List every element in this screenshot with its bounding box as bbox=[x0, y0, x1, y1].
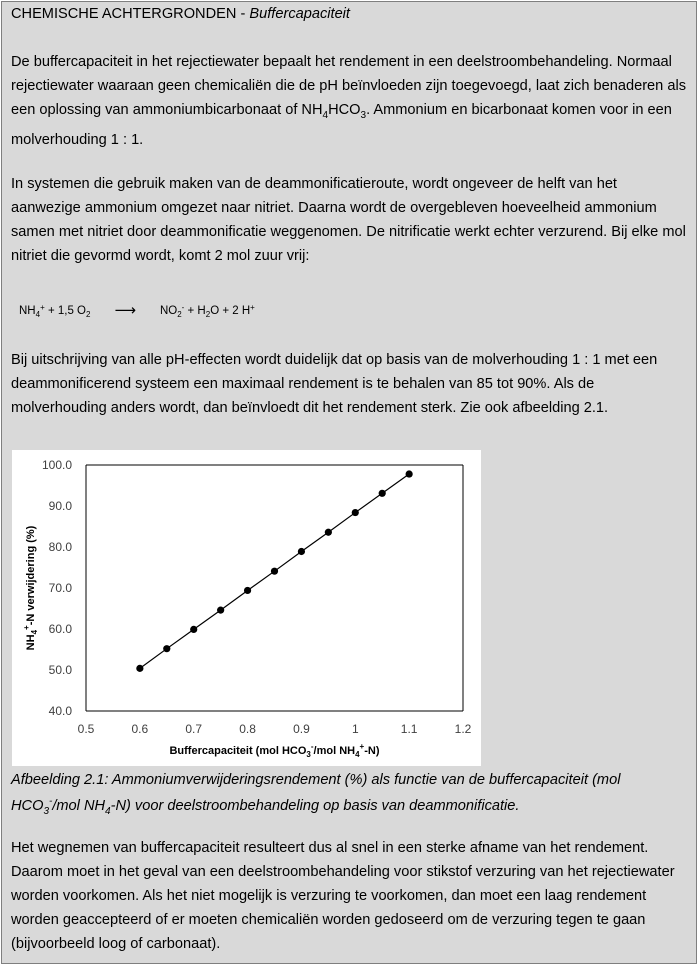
x-tick-label: 0.9 bbox=[293, 722, 310, 736]
y-label-part-b: -N verwijdering (%) bbox=[25, 525, 37, 626]
eq-o2: + 1,5 O bbox=[44, 305, 86, 317]
x-tick-labels bbox=[78, 722, 472, 736]
reaction-arrow-icon: ⟶ bbox=[114, 302, 136, 319]
y-tick-label: 90.0 bbox=[48, 499, 72, 513]
title-italic: Buffercapaciteit bbox=[249, 6, 350, 22]
eq-nh-sub: 4 bbox=[35, 310, 41, 319]
data-point bbox=[271, 568, 278, 575]
eq-h2o-sub: 2 bbox=[205, 310, 211, 319]
data-point bbox=[298, 548, 305, 555]
x-label-sup: - bbox=[310, 742, 314, 751]
paragraph-intro-subscript: 4 bbox=[322, 109, 329, 121]
caption-part-a: Afbeelding 2.1: Ammoniumverwijderingsrendement (%) als functie van de buffercapaciteit (mol HCO bbox=[11, 772, 621, 814]
caption-sub: 3 bbox=[43, 805, 49, 817]
reaction-equation bbox=[19, 300, 255, 319]
data-point bbox=[352, 509, 359, 516]
paragraph-molar-ratio: Bij uitschrijving van alle pH-effecten wordt duidelijk dat op basis van de molverhouding 1 : 1 met een deammonificerend systeem een maximaal rendement is te behalen van 85 tot 90%. Als de molverhouding anders wordt, dan beïnvloedt dit het rendement sterk. Zie ook afbeelding 2.1. bbox=[11, 352, 658, 416]
x-label-part-c: -N) bbox=[364, 745, 380, 757]
x-label-part-b: /mol NH bbox=[313, 745, 356, 757]
figure-caption bbox=[11, 770, 687, 822]
data-point bbox=[136, 665, 143, 672]
y-axis-label bbox=[22, 525, 39, 650]
eq-nh-sup: + bbox=[40, 303, 45, 312]
x-label-sup: + bbox=[359, 742, 365, 751]
paragraph-conclusion: Het wegnemen van buffercapaciteit resulteert dus al snel in een sterke afname van het rendement. Daarom moet in het geval van een deelstroombehandeling voor stikstof verzuring van het rejectiewater worden voorkomen. Als het niet mogelijk is verzuring te voorkomen, dan moet een laag rendement worden geaccepteerd of er moeten chemicaliën worden gedoseerd om de verzuring tegen te gaan (bijvoorbeeld loog of carbonaat). bbox=[11, 840, 675, 952]
section-title bbox=[11, 2, 687, 26]
data-point bbox=[163, 645, 170, 652]
data-point bbox=[217, 607, 224, 614]
x-label-part-a: Buffercapaciteit (mol HCO bbox=[169, 745, 307, 757]
paragraph-intro-part-c: . Ammonium en bicarbonaat komen voor in een molverhouding 1 : 1. bbox=[11, 102, 672, 148]
x-tick-label: 1.2 bbox=[454, 722, 472, 736]
paragraph-intro-part-a: De buffercapaciteit in het rejectiewater bepaalt het rendement in een deelstroombehandeling. Normaal rejectiewater waaraan geen chemicaliën die de pH beïnvloeden zijn toegevoegd, laat zich benaderen als een oplossing van ammoniumbicarbonaat of NH bbox=[11, 54, 686, 118]
paragraph-intro-subscript: 3 bbox=[360, 109, 367, 121]
x-label-sub: 3 bbox=[306, 750, 311, 759]
y-tick-label: 70.0 bbox=[48, 581, 72, 595]
eq-no-sub: 2 bbox=[177, 310, 182, 319]
paragraph-intro-part-b: HCO bbox=[328, 102, 361, 118]
data-point bbox=[190, 626, 197, 633]
x-tick-label: 0.7 bbox=[185, 722, 203, 736]
data-point bbox=[244, 587, 251, 594]
x-tick-label: 1.1 bbox=[400, 722, 418, 736]
eq-no-sup: - bbox=[181, 303, 185, 312]
y-label-sub: 4 bbox=[30, 629, 39, 635]
x-tick-label: 0.6 bbox=[131, 722, 149, 736]
eq-nh: NH bbox=[19, 305, 36, 317]
x-tick-label: 0.5 bbox=[77, 722, 95, 736]
x-label-sub: 4 bbox=[355, 750, 360, 759]
x-axis-label bbox=[169, 742, 379, 759]
title-main: CHEMISCHE ACHTERGRONDEN - bbox=[11, 6, 250, 22]
x-tick-label: 1 bbox=[351, 722, 359, 736]
y-label-sup: + bbox=[22, 625, 31, 630]
paragraph-intro bbox=[11, 50, 687, 152]
chart-figure bbox=[12, 450, 481, 766]
paragraph-deammonification: In systemen die gebruik maken van de deammonificatieroute, wordt ongeveer de helft van het aanwezige ammonium omgezet naar nitriet. Daarna wordt de overgebleven hoeveelheid ammonium samen met nitriet door deammonificatie weggenomen. De nitrificatie werkt echter verzurend. Bij elke mol nitriet die gevormd wordt, komt 2 mol zuur vrij: bbox=[11, 176, 686, 264]
y-tick-label: 50.0 bbox=[48, 663, 72, 677]
data-point bbox=[406, 470, 413, 477]
y-label-part-a: NH bbox=[25, 634, 37, 651]
caption-part-c: -N) voor deelstroombehandeling op basis van deammonificatie. bbox=[110, 797, 520, 814]
chart-svg bbox=[12, 450, 481, 766]
y-tick-label: 40.0 bbox=[48, 704, 72, 718]
eq-o2-sub: 2 bbox=[85, 310, 91, 319]
caption-sub: 4 bbox=[105, 805, 111, 817]
eq-no: NO bbox=[159, 305, 178, 317]
eq-h2o: + H bbox=[184, 305, 206, 317]
y-tick-label: 100.0 bbox=[41, 458, 72, 472]
series-group bbox=[136, 470, 412, 672]
y-tick-label: 80.0 bbox=[48, 540, 72, 554]
x-tick-label: 0.8 bbox=[239, 722, 256, 736]
eq-h-sup: + bbox=[250, 303, 255, 312]
caption-part-b: /mol NH bbox=[52, 797, 106, 814]
y-tick-label: 60.0 bbox=[48, 622, 72, 636]
eq-h: O + 2 H bbox=[210, 305, 251, 317]
y-tick-labels bbox=[42, 458, 72, 718]
caption-sup: - bbox=[49, 796, 53, 807]
data-point bbox=[325, 529, 332, 536]
data-point bbox=[379, 490, 386, 497]
